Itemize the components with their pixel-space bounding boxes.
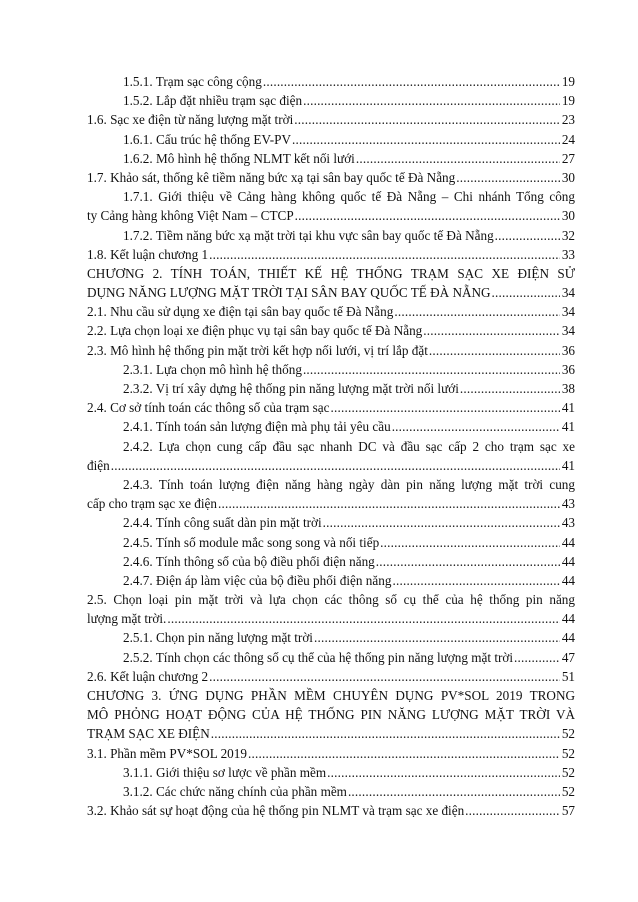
dot-leader bbox=[111, 456, 560, 475]
dot-leader bbox=[514, 648, 560, 667]
toc-entry-page: 57 bbox=[561, 803, 575, 819]
dot-leader bbox=[263, 72, 560, 91]
toc-entry-title: 2.4. Cơ sở tính toán các thông số của trạm sạc bbox=[87, 400, 330, 416]
toc-entry-page: 44 bbox=[561, 534, 575, 550]
toc-entry[interactable] bbox=[87, 130, 575, 149]
dot-leader bbox=[167, 609, 560, 628]
toc-entry-page: 44 bbox=[561, 572, 575, 588]
dot-leader bbox=[492, 283, 560, 302]
toc-entry[interactable] bbox=[87, 475, 575, 513]
toc-entry[interactable] bbox=[87, 590, 575, 628]
toc-entry-title: 1.7. Khảo sát, thống kê tiềm năng bức xạ tại sân bay quốc tế Đà Nẵng bbox=[87, 169, 456, 185]
toc-entry[interactable] bbox=[87, 782, 575, 801]
toc-entry-title: 1.6.1. Cấu trúc hệ thống EV-PV bbox=[123, 131, 292, 147]
dot-leader bbox=[348, 782, 560, 801]
toc-entry-page: 44 bbox=[561, 630, 575, 646]
dot-leader bbox=[460, 379, 560, 398]
dot-leader bbox=[209, 667, 560, 686]
toc-entry-title: 2.3.1. Lựa chọn mô hình hệ thống bbox=[123, 361, 302, 377]
toc-entry[interactable] bbox=[87, 321, 575, 340]
dot-leader bbox=[429, 341, 560, 360]
toc-entry-title: 1.6.2. Mô hình hệ thống NLMT kết nối lưới bbox=[123, 150, 355, 166]
toc-entry[interactable] bbox=[87, 149, 575, 168]
toc-entry-title: 2.5.2. Tính chọn các thông số cụ thể của hệ thống pin năng lượng mặt trời bbox=[123, 649, 514, 665]
toc-entry-title-line: MÔ PHỎNG HOẠT ĐỘNG CỦA HỆ THỐNG PIN NĂNG LƯỢNG MẶT TRỜI VÀ bbox=[87, 707, 575, 723]
toc-entry-title: 2.6. Kết luận chương 2 bbox=[87, 668, 209, 684]
toc-entry-page: 30 bbox=[561, 169, 575, 185]
dot-leader bbox=[392, 571, 560, 590]
toc-entry-title-line: ty Cảng hàng không Việt Nam – CTCP bbox=[87, 208, 294, 224]
dot-leader bbox=[465, 801, 560, 820]
toc-entry-title-line: TRẠM SẠC XE ĐIỆN bbox=[87, 726, 210, 742]
toc-entry-page: 47 bbox=[561, 649, 575, 665]
toc-chapter-entry[interactable] bbox=[87, 686, 575, 744]
toc-entry-title-line: CHƯƠNG 3. ỨNG DỤNG PHẦN MỀM CHUYÊN DỤNG PV*SOL 2019 TRONG bbox=[87, 688, 575, 703]
toc-entry-page: 32 bbox=[561, 227, 575, 243]
toc-entry-title: 2.3.2. Vị trí xây dựng hệ thống pin năng lượng mặt trời nối lưới bbox=[123, 381, 459, 396]
toc-entry-page: 34 bbox=[561, 323, 575, 339]
toc-entry[interactable] bbox=[87, 437, 575, 475]
dot-leader bbox=[330, 398, 560, 417]
toc-entry[interactable] bbox=[87, 110, 575, 129]
toc-entry[interactable] bbox=[87, 763, 575, 782]
dot-leader bbox=[211, 724, 560, 743]
toc-entry-page: 41 bbox=[561, 400, 575, 416]
toc-entry[interactable] bbox=[87, 302, 575, 321]
toc-entry-page: 24 bbox=[561, 131, 575, 147]
toc-entry[interactable] bbox=[87, 226, 575, 245]
dot-leader bbox=[356, 149, 560, 168]
toc-entry-page: 34 bbox=[561, 285, 575, 301]
dot-leader bbox=[394, 302, 560, 321]
toc-entry-page: 41 bbox=[561, 457, 575, 473]
toc-entry-page: 52 bbox=[561, 726, 575, 742]
dot-leader bbox=[376, 552, 560, 571]
dot-leader bbox=[303, 91, 560, 110]
toc-entry[interactable] bbox=[87, 744, 575, 763]
dot-leader bbox=[248, 744, 560, 763]
dot-leader bbox=[423, 321, 560, 340]
toc-entry-title: 2.3. Mô hình hệ thống pin mặt trời kết hợp nối lưới, vị trí lắp đặt bbox=[87, 342, 428, 358]
toc-entry-title-line: 2.5. Chọn loại pin mặt trời và lựa chọn các thông số cụ thể của hệ thống pin năng bbox=[87, 592, 575, 608]
toc-entry[interactable] bbox=[87, 571, 575, 590]
toc-entry-page: 36 bbox=[561, 361, 575, 377]
toc-entry-title: 2.4.7. Điện áp làm việc của bộ điều phối điện năng bbox=[123, 572, 392, 588]
toc-entry-page: 30 bbox=[561, 208, 575, 224]
toc-entry-page: 23 bbox=[561, 112, 575, 128]
toc-entry[interactable] bbox=[87, 628, 575, 647]
toc-entry[interactable] bbox=[87, 648, 575, 667]
toc-entry-page: 34 bbox=[561, 304, 575, 320]
toc-entry-page: 44 bbox=[561, 611, 575, 627]
toc-entry-page: 43 bbox=[561, 515, 575, 531]
toc-entry-title: 2.2. Lựa chọn loại xe điện phục vụ tại sân bay quốc tế Đà Nẵng bbox=[87, 323, 423, 339]
toc-entry[interactable] bbox=[87, 91, 575, 110]
toc-entry-page: 52 bbox=[561, 745, 575, 761]
toc-entry-title-line: 1.7.1. Giới thiệu về Cảng hàng không quốc tế Đà Nẵng – Chi nhánh Tổng công bbox=[123, 189, 575, 205]
toc-entry-title: 3.1. Phần mềm PV*SOL 2019 bbox=[87, 745, 247, 761]
toc-entry-page: 19 bbox=[561, 74, 575, 89]
toc-entry-title-line: DỤNG NĂNG LƯỢNG MẶT TRỜI TẠI SÂN BAY QUỐC TẾ ĐÀ NẴNG bbox=[87, 285, 491, 301]
dot-leader bbox=[218, 494, 560, 513]
dot-leader bbox=[209, 245, 560, 264]
dot-leader bbox=[303, 360, 560, 379]
toc-entry-page: 27 bbox=[561, 150, 575, 166]
toc-entry-page: 43 bbox=[561, 496, 575, 512]
toc-entry-page: 38 bbox=[561, 381, 575, 396]
toc-entry-title: 1.8. Kết luận chương 1 bbox=[87, 246, 209, 262]
toc-entry-page: 52 bbox=[561, 783, 575, 799]
toc-entry-title-line: điện bbox=[87, 457, 110, 473]
toc-entry-page: 44 bbox=[561, 553, 575, 569]
toc-entry-title-line: lượng mặt trời. bbox=[87, 611, 167, 627]
table-of-contents bbox=[87, 72, 575, 820]
toc-entry[interactable] bbox=[87, 245, 575, 264]
dot-leader bbox=[327, 763, 560, 782]
toc-entry-title: 3.2. Khảo sát sự hoạt động của hệ thống pin NLMT và trạm sạc xe điện bbox=[87, 803, 465, 819]
toc-entry-title: 2.4.1. Tính toán sản lượng điện mà phụ tải yêu cầu bbox=[123, 419, 391, 435]
toc-chapter-entry[interactable] bbox=[87, 264, 575, 302]
toc-entry-page: 41 bbox=[561, 419, 575, 435]
dot-leader bbox=[495, 226, 560, 245]
toc-entry[interactable] bbox=[87, 417, 575, 436]
dot-leader bbox=[323, 513, 560, 532]
dot-leader bbox=[380, 533, 560, 552]
toc-entry-page: 51 bbox=[561, 668, 575, 684]
toc-entry-title-line: 2.4.2. Lựa chọn cung cấp đầu sạc nhanh DC và đầu sạc cấp 2 cho trạm sạc xe bbox=[123, 438, 575, 454]
toc-entry-title: 3.1.1. Giới thiệu sơ lược về phần mềm bbox=[123, 764, 327, 780]
toc-entry-title: 1.7.2. Tiềm năng bức xạ mặt trời tại khu vực sân bay quốc tế Đà Nẵng bbox=[123, 227, 494, 243]
toc-entry[interactable] bbox=[87, 552, 575, 571]
toc-entry-title-line: 2.4.3. Tính toán lượng điện năng hàng ngày dàn pin năng lượng mặt trời cung bbox=[123, 476, 575, 492]
dot-leader bbox=[292, 130, 560, 149]
toc-entry-title: 2.5.1. Chọn pin năng lượng mặt trời bbox=[123, 630, 313, 646]
toc-entry-page: 36 bbox=[561, 342, 575, 358]
toc-entry[interactable] bbox=[87, 379, 575, 398]
toc-entry[interactable] bbox=[87, 360, 575, 379]
toc-entry-title: 1.5.2. Lắp đặt nhiều trạm sạc điện bbox=[123, 93, 303, 109]
dot-leader bbox=[456, 168, 560, 187]
toc-entry[interactable] bbox=[87, 187, 575, 225]
toc-entry-page: 19 bbox=[561, 93, 575, 109]
toc-entry-title: 1.6. Sạc xe điện từ năng lượng mặt trời bbox=[87, 112, 294, 128]
toc-entry[interactable] bbox=[87, 168, 575, 187]
toc-entry[interactable] bbox=[87, 801, 575, 820]
dot-leader bbox=[314, 628, 560, 647]
toc-entry-title: 3.1.2. Các chức năng chính của phần mềm bbox=[123, 783, 347, 799]
toc-entry[interactable] bbox=[87, 667, 575, 686]
toc-entry-title: 2.4.6. Tính thông số của bộ điều phối điện năng bbox=[123, 553, 375, 569]
toc-entry-page: 52 bbox=[561, 764, 575, 780]
toc-entry-page: 33 bbox=[561, 246, 575, 262]
toc-entry-title: 2.1. Nhu cầu sử dụng xe điện tại sân bay quốc tế Đà Nẵng bbox=[87, 304, 394, 320]
dot-leader bbox=[392, 417, 560, 436]
dot-leader bbox=[294, 110, 560, 129]
toc-entry-title-line: cấp cho trạm sạc xe điện bbox=[87, 496, 217, 512]
toc-entry-title: 1.5.1. Trạm sạc công cộng bbox=[123, 74, 262, 89]
toc-entry-title: 2.4.4. Tính công suất dàn pin mặt trời bbox=[123, 515, 322, 531]
toc-entry-title-line: CHƯƠNG 2. TÍNH TOÁN, THIẾT KẾ HỆ THỐNG TRẠM SẠC XE ĐIỆN SỬ bbox=[87, 265, 575, 281]
dot-leader bbox=[295, 206, 560, 225]
toc-entry[interactable] bbox=[87, 341, 575, 360]
toc-entry[interactable] bbox=[87, 513, 575, 532]
toc-entry[interactable] bbox=[87, 72, 575, 91]
toc-entry[interactable] bbox=[87, 398, 575, 417]
toc-entry-title: 2.4.5. Tính số module mắc song song và nối tiếp bbox=[123, 534, 380, 550]
toc-entry[interactable] bbox=[87, 533, 575, 552]
